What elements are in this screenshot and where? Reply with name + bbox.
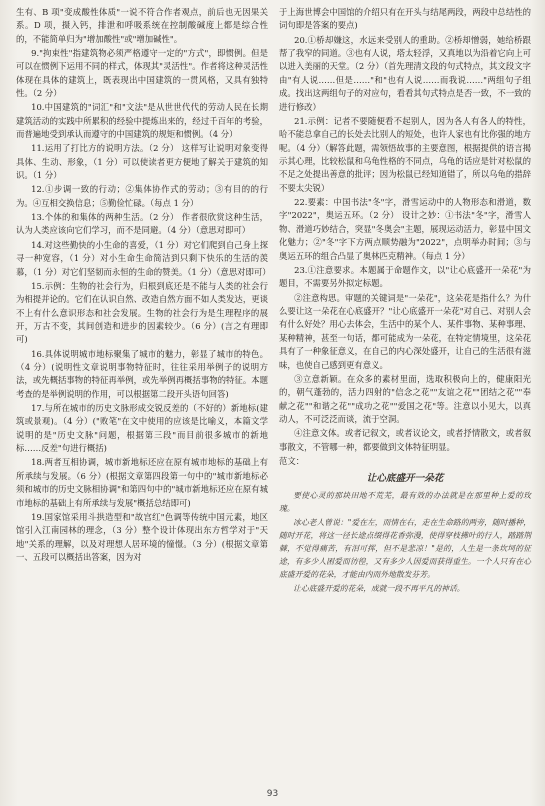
left-answer-paragraph-7: 14.对这些勤快的小生命的喜爱，（1 分）对它们爬到自己身上探寻一种宽容，（1 分）对小生命生命简洁到只剩下快乐的生活的羡慕，（1 分）对它们坚韧而永恒的生命的赞美。（1 分）（意思对即可） [16,239,271,277]
left-answer-paragraph-12: 19.国家馆采用斗拱造型和"故宫红"色调等传统中国元素，地区馆引入江南园林的理念，（3 分）整个设计体现出东方哲学对于"天地"关系的理解，以及对理想人居环境的憧憬。（3 分）(根据文章第一、五段可以概括出答案，因为对 [16,511,268,563]
left-column [16,6,271,596]
left-answer-paragraph-1: 生有、B 项"变成酸性体质"一说不符合作者观点，前后也无因果关系。D 项，摄入钙，排泄和呼吸系统在控制酸碱度上都是综合性的，不能简单归为"增加酸性"或"增加碱性"。 [16,7,268,44]
essay-title: 让心底盛开一朵花 [366,473,444,485]
right-column-answers [279,6,531,468]
left-answer-paragraph-10: 17.与所在城市的历史文脉形成交锐反差的（不好的）新地标(建筑或景观)。（4 分）("败笔"在文中使用的应该是比喻义，本篇文学说明的是"历史文脉"问题，根据第三段"而目前很多城市的新地标……反差"句进行概括) [16,402,268,454]
right-answer-paragraph-6: ②注意构思。审题的关键词是"一朵花"，这朵花是指什么？为什么要让这一朵花在心底盛开？"让心底盛开一朵花"对自己、对别人会有什么好处？用心去体会，生活中的某个人、某件事物、某种事理、某种精神，甚至一句话，都可能成为一朵花，在特定情境里，这朵花具有了一种象征意义，在自己的内心深处盛开，让自己的生活很有滋味，也使自己感到更有意义。 [279,292,531,370]
left-answer-paragraph-4: 11.运用了打比方的说明方法。（2 分） 这样写让说明对象变得具体、生动、形象，（1 分）可以使读者更方便地了解关于建筑的知识。（1 分） [16,143,268,181]
page-number: 93 [266,789,279,799]
right-answer-paragraph-3: 21.示例：记者不要随便看不起别人，因为各人有各人的特性，哈不能总拿自己的长处去比别人的短处，也许人家也有比你强的地方呢。（4 分）（解答此题，需领悟故事的主要意图，根据提供的语言揭示其心理，比较松鼠和乌龟性格的不同点，乌龟的话应是针对松鼠的不足之处提出善意的批评；因为松鼠已经知道错了，所以乌龟的措辞不要太尖锐） [279,115,531,193]
left-answer-paragraph-5: 12.①步调一致的行动；②集体协作式的劳动；③有目的的行为。④互相交换信息；⑤勤俭忙碌。（每点 1 分） [16,184,268,208]
right-answer-paragraph-7: ③立意新颖。在众多的素材里面，选取积极向上的，健康阳光的，朝气蓬勃的，活力四射的"信念之花""友谊之花""团结之花""奉献之花""和谐之花""成功之花""爱国之花"等。注意以小见大，以真动人，不可泛泛而谈，流于空洞。 [279,373,531,424]
left-answer-paragraph-3: 10.中国建筑的"词汇"和"文法"是从世世代代的劳动人民在长期建筑活动的实践中所累积的经验中提炼出来的，经过千百年的考验，而普遍地受到承认而遵守的中国建筑的规矩和惯例。（4 分） [16,102,268,140]
left-answer-paragraph-2: 9."拘束性"指建筑物必须严格遵守一定的"方式"，即惯例。但是可以在惯例下运用不同的样式，体现其"灵活性"。作者将这种灵活性体现在具体的建筑上，既表现出中国建筑的一贯风格，又具有独特性。（2 分） [16,48,268,99]
right-answer-paragraph-4: 22.要素：中国书法"冬"字，滑雪运动中的人物形态和滑道，数字"2022"，奥运五环。（2 分） 设计之妙：①书法"冬"字，滑雪人物、滑道巧妙结合，突显"冬奥会"主题，展现运动活力，彰显中国文化魅力；②"冬"字下方两点顺势融为"2022"，点明举办时间；③与奥运五环的组合凸显了奥林匹克精神。（每点 1 分） [279,197,531,261]
right-answer-paragraph-2: 20.①桥却嫌这，水远来受别人的重助。②桥却憎弱，她给桥跟帮了我窄的同道。③也有人说，塔太轻浮，又真地以为沿着它向上可以进入美丽的天堂。（2 分）（首先理清文段的句式特点，其文段文字由"有人说……但是……"和"也有人说……而我说……"两组句子组成。找出这两组句子的对应句，看看其句式特点是否一致，不一致的进行修改） [279,34,531,112]
left-answer-paragraph-6: 13.个体的和集体的两种生活。（2 分） 作者很欣赏这种生活，认为人类应该向它们学习，而不是同避。（4 分）（意思对即可） [16,212,268,236]
left-answer-paragraph-8: 15.示例：生物的社会行为，归根到底还是不能与人类的社会行为相提并论的。它们在认识自然、改造自然方面不如人类发达，更谈不上有什么意识形态和社会发展。生物的社会行为是生理程序的展开，万古不变，其间创造和进步的因素较少。（6 分）(言之有理即可) [16,280,268,345]
right-answer-paragraph-1: 于上海世博会中国馆的介绍只有在开头与结尾两段，两段中总结性的词句即是答案的要点) [279,7,531,31]
essay-paragraph-1: 要使心灵的那块田地不荒芜，最有效的办法就是在那里种上爱的玫瑰。 [279,491,531,514]
essay-body [279,489,531,595]
left-answer-paragraph-9: 16.具体说明城市地标聚集了城市的魅力，彰显了城市的特色。（4 分）(说明性文章说明事物特征时，往往采用举例子的说明方法，或先概括事物的特征再举例，或先举例再概括事物的特征。本题考查的是举例说明的作用，可以根据第二段开头语句回答) [16,348,268,399]
right-column [279,6,531,596]
two-column-layout [16,6,531,596]
left-answer-paragraph-11: 18.两者互相协调，城市新地标还应在原有城市地标的基础上有所承续与发展。（6 分）(根据文章第四段第一句中的"城市新地标必须和城市的历史文脉相协调"和第四句中的"城市新地标还应在原有城市地标的基础上有所承续与发展"概括总结即可) [16,457,268,508]
right-answer-paragraph-9: 范文： [279,455,305,466]
right-answer-paragraph-5: 23.①注意要求。本题属于命题作文，以"让心底盛开一朵花"为题目，不需要另外拟定标题。 [279,264,531,289]
right-answer-paragraph-8: ④注意文体。或者记叙文，或者议论文，或者抒情散文，或者叙事散文，不管哪一种，都要做到文体特征明显。 [279,428,531,452]
essay-paragraph-3: 让心底盛开爱的花朵，成就一段不再平凡的神话。 [293,583,465,593]
essay-paragraph-2: 冰心老人曾说："爱在左，而情在右，走在生命路的两旁，随时播种，随时开花，将这一径长途点缀得花香弥漫，使得穿枝拂叶的行人，踏踏荆棘，不觉得痛苦，有泪可挥，但不是悲凉！"是的，人生是一条坎坷的征途，有多少人困爱而彷徨，又有多少人因爱而获得重生。一个人只有在心底盛开爱的花朵，才能由内而外地散发芬芳。 [279,517,531,579]
model-essay [279,472,531,595]
